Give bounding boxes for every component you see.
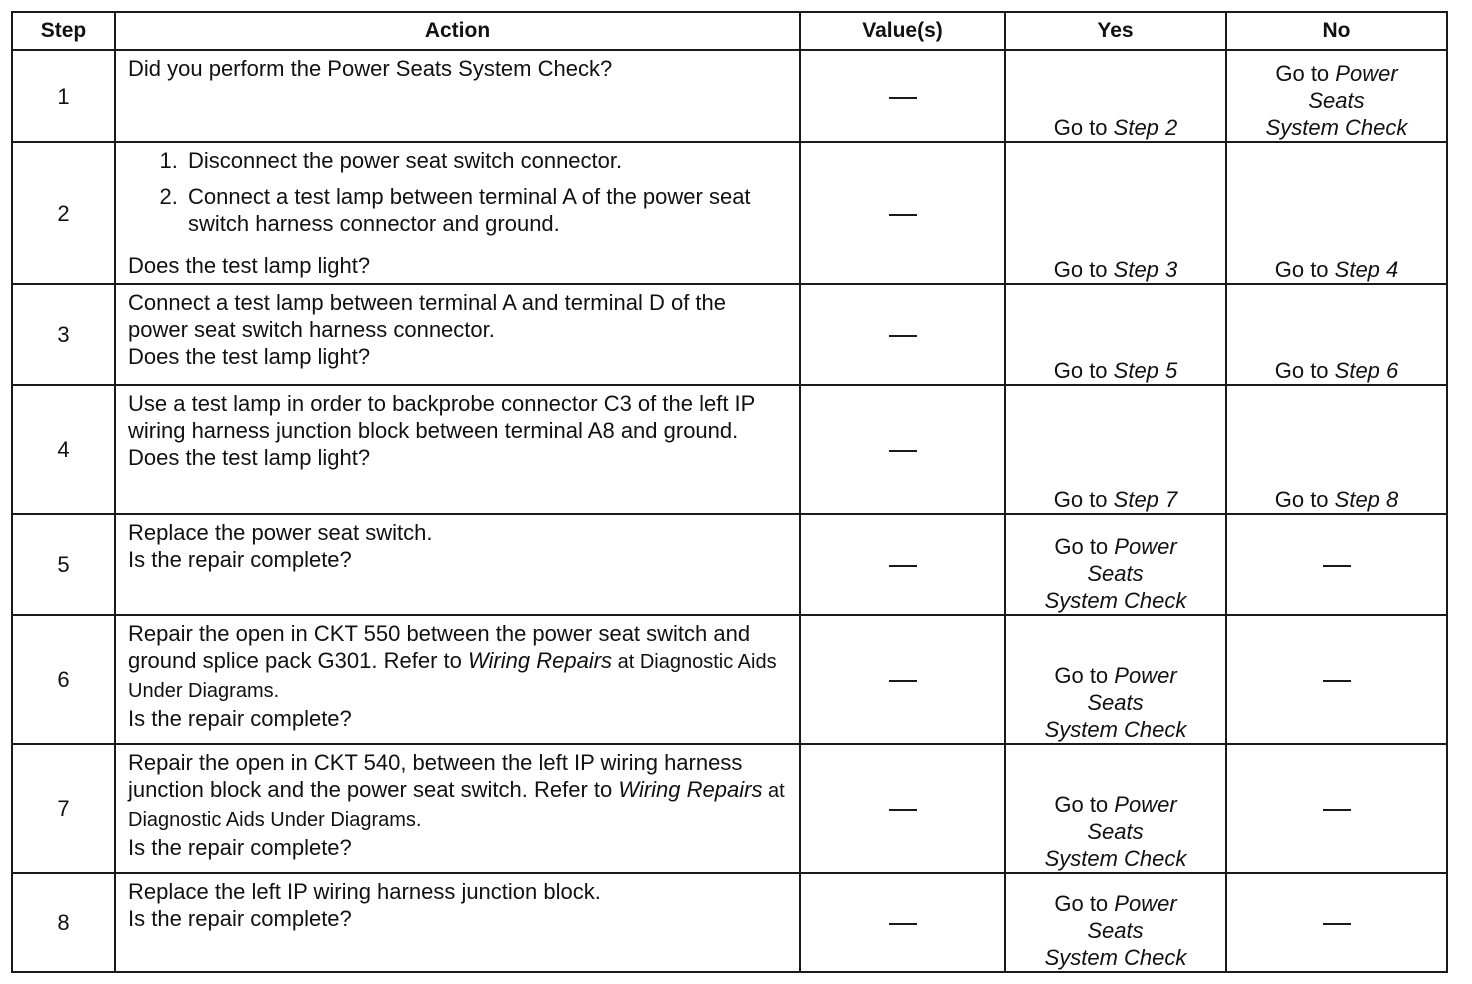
wiring-repairs-ref[interactable]: Wiring Repairs	[467, 648, 613, 673]
system-check-link[interactable]: Power	[1114, 663, 1177, 688]
system-check-link[interactable]: System Check	[1044, 588, 1187, 613]
action-text: Connect a test lamp between terminal A and terminal D of the power seat switch harness connector.	[128, 290, 726, 342]
system-check-link[interactable]: Seats	[1087, 819, 1144, 844]
yes-cell[interactable]	[1005, 514, 1226, 615]
diagnostic-table	[11, 11, 1448, 973]
value-dash	[889, 565, 917, 567]
no-dash	[1323, 565, 1351, 567]
header-step: Step	[12, 12, 115, 50]
question-text: Does the test lamp light?	[128, 445, 371, 470]
step-link[interactable]: Step 5	[1113, 358, 1178, 383]
yes-cell[interactable]	[1005, 50, 1226, 142]
header-no: No	[1226, 12, 1447, 50]
question-text: Is the repair complete?	[128, 547, 352, 572]
value-dash	[889, 450, 917, 452]
goto-label: Go to	[1054, 663, 1115, 688]
substep-item: 2. Connect a test lamp between terminal A of the power seat switch harness connector and ground.	[184, 183, 787, 237]
goto-label: Go to	[1274, 358, 1335, 383]
goto-label: Go to	[1275, 61, 1336, 86]
header-action: Action	[115, 12, 800, 50]
question-text: Is the repair complete?	[128, 906, 352, 931]
action-text: Did you perform the Power Seats System Check?	[128, 56, 613, 81]
action-text: Replace the power seat switch.	[128, 520, 433, 545]
no-dash	[1323, 923, 1351, 925]
step-number: 2	[12, 142, 115, 284]
yes-cell[interactable]	[1005, 873, 1226, 972]
goto-label: Go to	[1053, 257, 1114, 282]
value-dash	[889, 680, 917, 682]
yes-cell[interactable]	[1005, 615, 1226, 744]
system-check-link[interactable]: Seats	[1308, 88, 1365, 113]
question-text: Does the test lamp light?	[128, 253, 371, 278]
no-dash	[1323, 809, 1351, 811]
value-dash	[889, 809, 917, 811]
system-check-link[interactable]: Seats	[1087, 561, 1144, 586]
action-text-part: at Diagnostic Aids Under Diagrams.	[128, 651, 777, 702]
table-row	[12, 284, 1447, 385]
goto-label: Go to	[1054, 534, 1115, 559]
yes-cell[interactable]	[1005, 744, 1226, 873]
question-text: Does the test lamp light?	[128, 344, 371, 369]
system-check-link[interactable]: Seats	[1087, 918, 1144, 943]
value-dash	[889, 923, 917, 925]
step-number: 8	[12, 873, 115, 972]
table-row	[12, 385, 1447, 514]
table-row	[12, 873, 1447, 972]
action-text: Replace the left IP wiring harness junction block.	[128, 879, 601, 904]
system-check-link[interactable]: System Check	[1044, 945, 1187, 970]
no-cell[interactable]	[1226, 385, 1447, 514]
system-check-link[interactable]: Seats	[1087, 690, 1144, 715]
action-text-part: at Diagnostic Aids Under Diagrams.	[128, 780, 785, 831]
question-text: Is the repair complete?	[128, 706, 352, 731]
system-check-link[interactable]: Power	[1114, 792, 1177, 817]
system-check-link[interactable]: System Check	[1265, 115, 1408, 140]
table-row	[12, 615, 1447, 744]
no-cell[interactable]	[1226, 142, 1447, 284]
value-dash	[889, 214, 917, 216]
action-text-part: Repair the open in CKT 540, between the left IP wiring harness junction block and the power seat switch. Refer to	[128, 750, 743, 802]
step-number: 6	[12, 615, 115, 744]
value-dash	[889, 335, 917, 337]
step-link[interactable]: Step 3	[1113, 257, 1178, 282]
yes-cell[interactable]	[1005, 385, 1226, 514]
step-number: 4	[12, 385, 115, 514]
table-row	[12, 142, 1447, 284]
step-link[interactable]: Step 7	[1113, 487, 1178, 512]
goto-label: Go to	[1053, 487, 1114, 512]
system-check-link[interactable]: Power	[1114, 891, 1177, 916]
step-link[interactable]: Step 4	[1334, 257, 1399, 282]
yes-cell[interactable]	[1005, 142, 1226, 284]
system-check-link[interactable]: System Check	[1044, 846, 1187, 871]
system-check-link[interactable]: System Check	[1044, 717, 1187, 742]
header-row	[12, 12, 1447, 50]
header-yes: Yes	[1005, 12, 1226, 50]
substep-item: 1. Disconnect the power seat switch connector.	[184, 147, 787, 174]
table-row	[12, 744, 1447, 873]
goto-label: Go to	[1053, 115, 1114, 140]
step-number: 5	[12, 514, 115, 615]
goto-label: Go to	[1053, 358, 1114, 383]
action-text-part: Repair the open in CKT 550 between the power seat switch and ground splice pack G301. Refer to	[128, 621, 751, 673]
step-link[interactable]: Step 8	[1334, 487, 1399, 512]
goto-label: Go to	[1054, 792, 1115, 817]
step-number: 7	[12, 744, 115, 873]
step-number: 3	[12, 284, 115, 385]
header-values: Value(s)	[800, 12, 1005, 50]
step-link[interactable]: Step 6	[1334, 358, 1399, 383]
action-text	[128, 620, 787, 705]
table-row	[12, 514, 1447, 615]
value-dash	[889, 97, 917, 99]
table-row	[12, 50, 1447, 142]
goto-label: Go to	[1054, 891, 1115, 916]
question-text: Is the repair complete?	[128, 835, 352, 860]
action-text	[128, 749, 787, 834]
substep-list	[128, 147, 787, 246]
system-check-link[interactable]: Power	[1335, 61, 1398, 86]
no-dash	[1323, 680, 1351, 682]
goto-label: Go to	[1274, 487, 1335, 512]
action-text: Use a test lamp in order to backprobe connector C3 of the left IP wiring harness junction block between terminal A8 and ground.	[128, 391, 755, 443]
step-link[interactable]: Step 2	[1113, 115, 1178, 140]
system-check-link[interactable]: Power	[1114, 534, 1177, 559]
goto-label: Go to	[1274, 257, 1335, 282]
no-cell[interactable]	[1226, 284, 1447, 385]
wiring-repairs-ref[interactable]: Wiring Repairs	[618, 777, 763, 802]
step-number: 1	[12, 50, 115, 142]
yes-cell[interactable]	[1005, 284, 1226, 385]
no-cell[interactable]	[1226, 50, 1447, 142]
